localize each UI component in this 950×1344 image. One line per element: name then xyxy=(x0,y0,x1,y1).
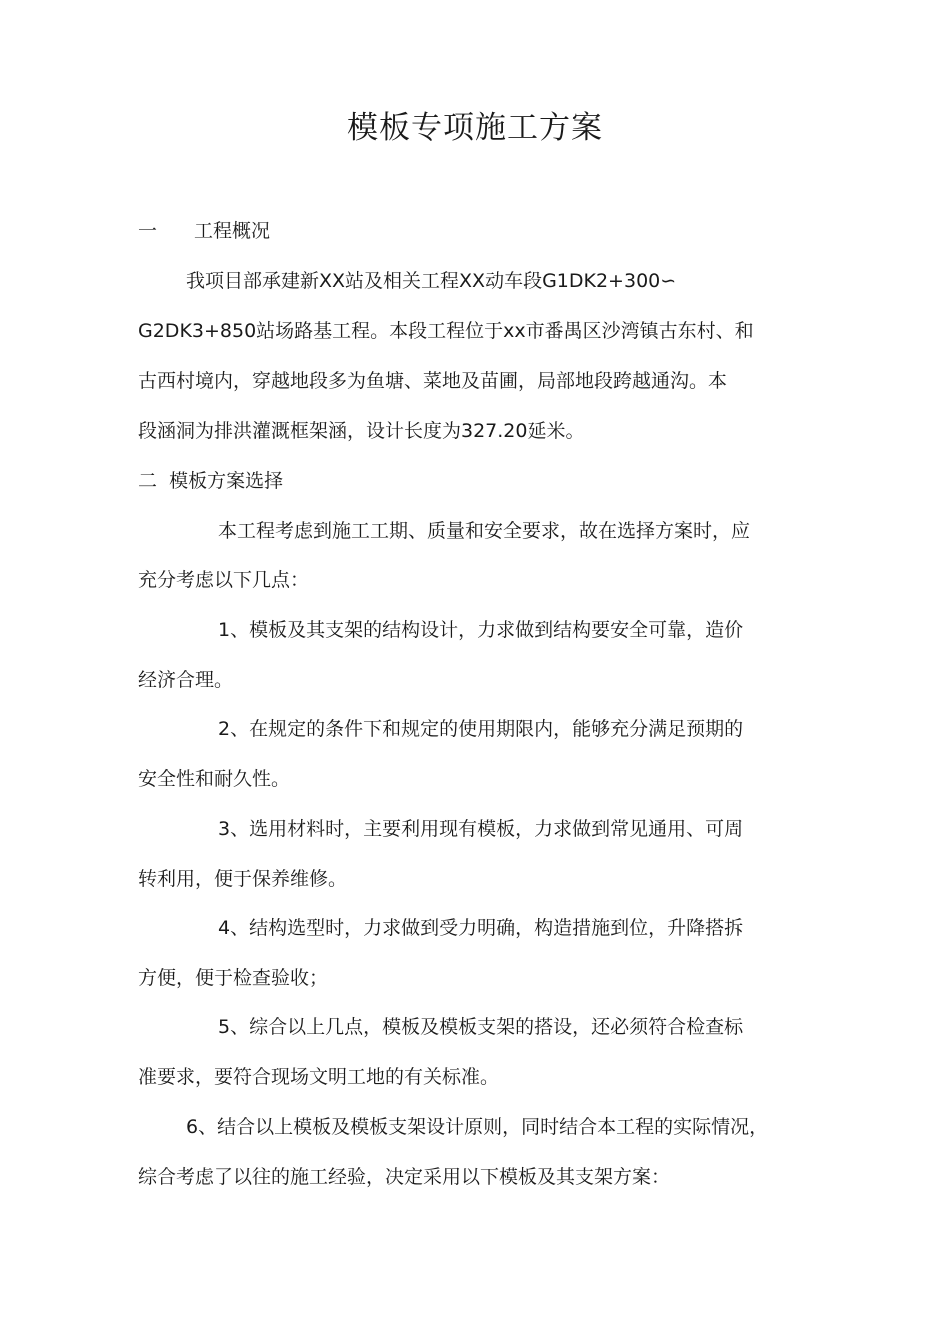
section2-heading: 二 模板方案选择 xyxy=(138,470,284,492)
paragraph-line: 古西村境内，穿越地段多为鱼塘、菜地及苗圃，局部地段跨越通沟。本 xyxy=(138,370,728,392)
paragraph-line: 我项目部承建新XX站及相关工程XX动车段G1DK2+300∽ xyxy=(186,270,677,292)
list-item-continuation: 安全性和耐久性。 xyxy=(138,768,291,790)
list-item-continuation: 方便，便于检查验收； xyxy=(138,967,329,989)
paragraph-line: 本工程考虑到施工工期、质量和安全要求，故在选择方案时，应 xyxy=(218,520,751,542)
list-item: 6、结合以上模板及模板支架设计原则，同时结合本工程的实际情况， xyxy=(186,1116,769,1138)
list-item: 1、模板及其支架的结构设计，力求做到结构要安全可靠，造价 xyxy=(218,619,744,641)
paragraph-line: 充分考虑以下几点： xyxy=(138,569,310,591)
section1-heading: 工程概况 xyxy=(194,220,271,242)
list-item-continuation: 转利用，便于保养维修。 xyxy=(138,868,348,890)
document-title: 模板专项施工方案 xyxy=(347,110,603,146)
list-item-continuation: 经济合理。 xyxy=(138,669,234,691)
list-item-continuation: 综合考虑了以往的施工经验，决定采用以下模板及其支架方案： xyxy=(138,1166,671,1188)
paragraph-line: 段涵洞为排洪灌溉框架涵，设计长度为327.20延米。 xyxy=(138,420,585,442)
list-item: 2、在规定的条件下和规定的使用期限内，能够充分满足预期的 xyxy=(218,718,744,740)
list-item: 3、选用材料时，主要利用现有模板，力求做到常见通用、可周 xyxy=(218,818,744,840)
list-item-continuation: 准要求，要符合现场文明工地的有关标准。 xyxy=(138,1066,500,1088)
list-item: 5、综合以上几点，模板及模板支架的搭设，还必须符合检查标 xyxy=(218,1016,744,1038)
list-item: 4、结构选型时，力求做到受力明确，构造措施到位，升降搭拆 xyxy=(218,917,744,939)
section1-number: 一 xyxy=(138,220,158,242)
paragraph-line: G2DK3+850站场路基工程。本段工程位于xx市番禺区沙湾镇古东村、和 xyxy=(138,320,754,342)
